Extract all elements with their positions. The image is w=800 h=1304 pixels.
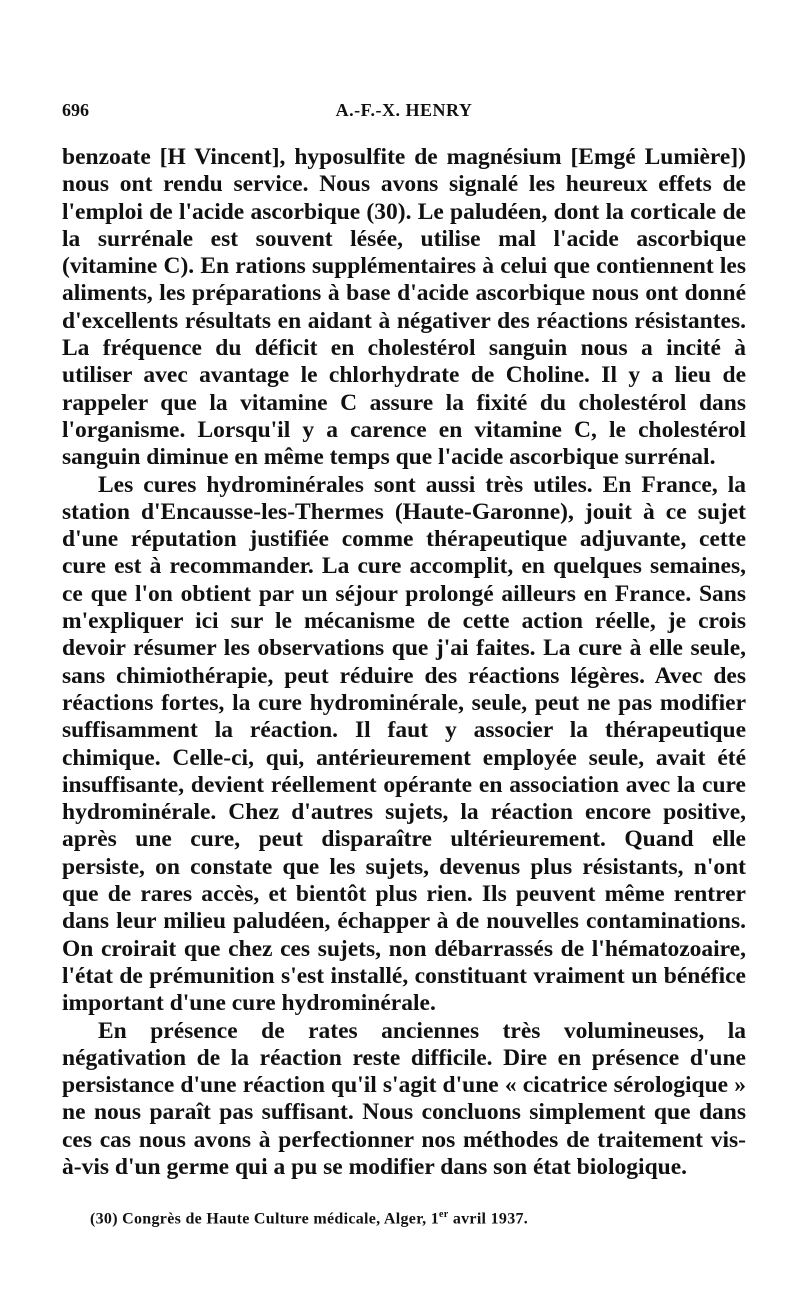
page-header — [62, 100, 746, 130]
running-head-author: A.-F.-X. HENRY — [335, 100, 473, 120]
footnote-30 — [62, 1209, 746, 1228]
paragraph-continued: benzoate [H Vincent], hyposulfite de magnésium [Emgé Lumière]) nous ont rendu service. Nous avons signalé les heureux effets de l'emploi de l'acide ascorbique (30). Le paludéen, dont la corticale de la surrénale est souvent lésée, utilise mal l'acide ascorbique (vitamine C). En rations supplémentaires à celui que contiennent les aliments, les préparations à base d'acide ascorbique nous ont donné d'excellents résultats en aidant à négativer des réactions résistantes. La fréquence du déficit en cholestérol sanguin nous a incité à utiliser avec avantage le chlorhydrate de Choline. Il y a lieu de rappeler que la vitamine C assure la fixité du cholestérol dans l'organisme. Lorsqu'il y a carence en vitamine C, le cholestérol sanguin diminue en même temps que l'acide ascorbique surrénal. — [62, 144, 746, 471]
paragraph-hydromineral-cures: Les cures hydrominérales sont aussi très utiles. En France, la station d'Encausse-les-Thermes (Haute-Garonne), jouit à ce sujet d'une réputation justifiée comme thérapeutique adjuvante, cette cure est à recommander. La cure accomplit, en quelques semaines, ce que l'on obtient par un séjour prolongé ailleurs en France. Sans m'expliquer ici sur le mécanisme de cette action réelle, je crois devoir résumer les observations que j'ai faites. La cure à elle seule, sans chimiothérapie, peut réduire des réactions légères. Avec des réactions fortes, la cure hydrominérale, seule, peut ne pas modifier suffisamment la réaction. Il faut y associer la thérapeutique chimique. Celle-ci, qui, antérieurement employée seule, avait été insuffisante, devient réellement opérante en association avec la cure hydrominérale. Chez d'autres sujets, la réaction encore positive, après une cure, peut disparaître ultérieurement. Quand elle persiste, on constate que les sujets, devenus plus résistants, n'ont que de rares accès, et bientôt plus rien. Ils peuvent même rentrer dans leur milieu paludéen, échapper à de nouvelles contaminations. On croirait que chez ces sujets, non débarrassés de l'hématozoaire, l'état de prémunition s'est installé, constituant vraiment un bénéfice important d'une cure hydrominérale. — [62, 471, 746, 1017]
paragraph-voluminous-spleens: En présence de rates anciennes très volumineuses, la négativation de la réaction reste difficile. Dire en présence d'une persistance d'une réaction qu'il s'agit d'une « cicatrice sérologique » ne nous paraît pas suffisant. Nous concluons simplement que dans ces cas nous avons à perfectionner nos méthodes de traitement vis-à-vis d'un germe qui a pu se modifier dans son état biologique. — [62, 1017, 746, 1180]
body-text — [62, 144, 746, 1181]
footnote-text-end: avril 1937. — [448, 1210, 529, 1228]
footnote-superscript: er — [439, 1209, 449, 1221]
footnote-text: (30) Congrès de Haute Culture médicale, Alger, 1 — [90, 1210, 440, 1228]
page-number: 696 — [62, 100, 89, 120]
document-page — [62, 100, 746, 1229]
